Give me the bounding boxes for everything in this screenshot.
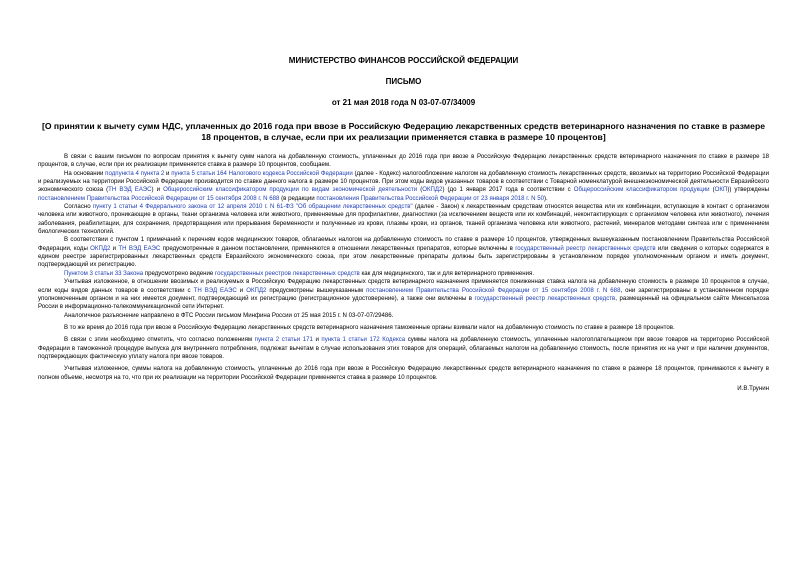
document-body — [38, 153, 769, 382]
text-span: ( — [417, 186, 423, 194]
paragraph-10: Учитывая изложенное, суммы налога на добавленную стоимость, уплаченные до 2016 года при ввозе в Российскую Федерацию лекарственных средств ветеринарного назначения по ставке в размере 18 процентов, принимаются к вычету в полном объеме, несмотря на то, что при их реализации на территории Российской Федерации применяется ставка в размере 10 процентов. — [38, 365, 769, 381]
text-span: ) и — [151, 186, 164, 194]
text-span: и — [110, 244, 119, 252]
link-state-register[interactable]: государственный реестр лекарственных средств — [474, 294, 616, 302]
document-date-number: от 21 мая 2018 года N 03-07-07/34009 — [331, 98, 476, 107]
link-okpd2[interactable]: ОКПД2 — [422, 186, 443, 194]
ministry-heading: МИНИСТЕРСТВО ФИНАНСОВ РОССИЙСКОЙ ФЕДЕРАЦИИ — [288, 56, 519, 65]
text-span: предусмотрено ведение — [143, 269, 216, 277]
document-type: ПИСЬМО — [385, 77, 422, 86]
text-span: предусмотренные в данном постановлении, применяются в отношении лекарственных препаратов, которые включены в — [160, 244, 516, 252]
text-span: , размещенный на официальном сайте Минсельхоза России в информационно-телекоммуникационной сети Интернет. — [38, 294, 770, 311]
link-tn-ved[interactable]: ТН ВЭД ЕАЭС — [193, 286, 237, 294]
paragraph-6 — [38, 278, 769, 311]
text-span: В соответствии с пунктом 1 примечаний к перечням кодов медицинских товаров, облагаемых налогом на добавленную стоимость по ставке в размере 10 процентов, утвержденных вышеуказанным постановлением Правительства Российской Федерации, коды — [38, 236, 769, 252]
paragraph-9 — [38, 336, 769, 361]
text-span: ( — [709, 186, 715, 194]
paragraph-7: Аналогичное разъяснение направлено в ФТС России письмом Минфина России от 25 мая 2015 г. N 03-07-07/29486. — [64, 311, 394, 319]
text-span: В связи с этим необходимо отметить, что согласно положениям — [64, 336, 255, 344]
text-span: (далее - Кодекс) налогообложение налогом на добавленную стоимость лекарственных средств, ввозимых на территорию Российской Федерации и реализуемых на территории Российской Федерации производится по ставке данного налога в размере 10 процентов. При этом коды видов указанных товаров в соответствии с Товарной номенклатурой внешнеэкономической деятельности Евразийского экономического союза ( — [38, 169, 769, 194]
link-tn-ved[interactable]: ТН ВЭД ЕАЭС — [118, 244, 161, 252]
link-okpd2[interactable]: ОКПД2 — [90, 244, 111, 252]
link-okp[interactable]: ОКП — [714, 186, 728, 194]
text-span: и — [164, 169, 172, 177]
link-resolution-688[interactable]: постановлением Правительства Российской Федерации от 15 сентября 2008 г. N 688 — [38, 194, 280, 202]
text-span: и — [236, 286, 247, 294]
link-resolution-688[interactable]: постановлением Правительства Российской Федерации от 15 сентября 2008 г. N 688 — [366, 286, 621, 294]
paragraph-5 — [38, 270, 769, 278]
link-tn-ved[interactable]: ТН ВЭД ЕАЭС — [108, 186, 152, 194]
link-okp-classifier[interactable]: Общероссийским классификатором продукции — [573, 186, 710, 194]
text-span: На основании — [64, 169, 106, 177]
text-span: предусмотрены вышеуказанным — [266, 286, 367, 294]
link-subparagraph-4-point-2[interactable]: подпункта 4 пункта 2 — [105, 169, 165, 177]
text-span: Согласно — [64, 203, 93, 211]
link-article-171[interactable]: пункта 2 статьи 171 — [254, 336, 313, 344]
link-federal-law-61fz[interactable]: пункту 1 статьи 4 Федерального закона от 12 апреля 2010 г. N 61-ФЗ "Об обращении лекарственных средств" — [92, 203, 413, 211]
link-resolution-50[interactable]: постановления Правительства Российской Федерации от 23 января 2018 г. N 50 — [316, 194, 544, 202]
text-span: или сведения о которых содержатся в едином реестре зарегистрированных лекарственных средств Евразийского экономического союза, при этом лекарственные препараты должны быть зарегистрированы в установленном порядке уполномоченным органом и иметь документ, подтверждающий их регистрацию. — [38, 244, 770, 269]
paragraph-8: В то же время до 2016 года при ввозе в Российскую Федерацию лекарственных средств ветеринарного назначения таможенные органы взимали налог на добавленную стоимость по ставке в размере 18 процентов. — [64, 323, 675, 331]
link-okpd-classifier[interactable]: Общероссийским классификатором продукции по видам экономической деятельности — [163, 186, 418, 194]
text-span: )) утверждены — [727, 186, 769, 194]
paragraph-1: В связи с вашим письмом по вопросам принятия к вычету сумм налога на добавленную стоимость, уплаченных до 2016 года при ввозе в Российскую Федерацию лекарственных средств ветеринарного назначения по ставке в размере 18 процентов, в случае, если при их реализации применяется ставка в размере 10 процентов, сообщаем. — [38, 153, 769, 169]
link-okpd2[interactable]: ОКПД2 — [246, 286, 267, 294]
document-title: [О принятии к вычету сумм НДС, уплаченных до 2016 года при ввозе в Российскую Федерацию лекарственных средств ветеринарного назначения по ставке в размере 18 процентов, в случае, если при их реализации применяется ставка в размере 10 процентов] — [42, 121, 765, 142]
text-span: , они зарегистрированы в установленном порядке уполномоченным органом и на них имеется документ, подтверждающий их регистрацию (регистрационное удостоверение), а также они включены в — [38, 286, 770, 302]
text-span: и — [312, 336, 322, 344]
paragraph-4 — [38, 236, 769, 269]
text-span: (в редакции — [279, 194, 317, 202]
link-state-register[interactable]: государственный реестр лекарственных средств — [515, 244, 656, 252]
signature: И.В.Трунин — [737, 384, 769, 392]
document-page — [38, 56, 769, 393]
text-span: Учитывая изложенное, в отношении ввозимых и реализуемых в Российскую Федерацию лекарственных средств ветеринарного назначения применяется пониженная ставка налога на добавленную стоимость в размере 10 процентов в случае, если коды видов данных товаров в соответствии с — [38, 278, 769, 294]
link-article-172[interactable]: пункта 1 статьи 172 Кодекса — [321, 336, 406, 344]
text-span: суммы налога на добавленную стоимость, уплаченные налогоплательщиком при ввозе товаров на территорию Российской Федерации в таможенной процедуре выпуска для внутреннего потребления, подлежат вычетам в случае использования этих товаров для операций, облагаемых налогом на добавленную стоимость, после принятия их на учет и при наличии документов, подтверждающих фактическую уплату налога при ввозе товаров. — [38, 336, 770, 360]
text-span: (далее - Закон) к лекарственным средствам относятся вещества или их комбинации, вступающие в контакт с организмом человека или животного, проникающие в органы, ткани организма человека или животного, применяемые для профилактики, диагностики (за исключением веществ или их комбинаций, неконтактирующих с организмом человека или животного), лечения заболевания, реабилитации, для сохранения, предотвращения или прерывания беременности и полученные из крови, плазмы крови, из органов, тканей организма человека или животного, растений, минералов методами синтеза или с применением биологических технологий. — [38, 203, 769, 236]
link-law-article-33[interactable]: Пунктом 3 статьи 33 Закона — [64, 269, 144, 277]
text-span: ). — [543, 194, 548, 202]
text-span: ) (до 1 января 2017 года в соответствии с — [442, 186, 574, 194]
text-span: как для медицинского, так и для ветеринарного применения. — [359, 269, 535, 277]
link-tax-code-article-164[interactable]: пункта 5 статьи 164 Налогового кодекса Российской Федерации — [171, 169, 353, 177]
link-state-registers[interactable]: государственных реестров лекарственных средств — [215, 269, 360, 277]
paragraph-3 — [38, 203, 769, 236]
paragraph-2 — [38, 170, 769, 203]
